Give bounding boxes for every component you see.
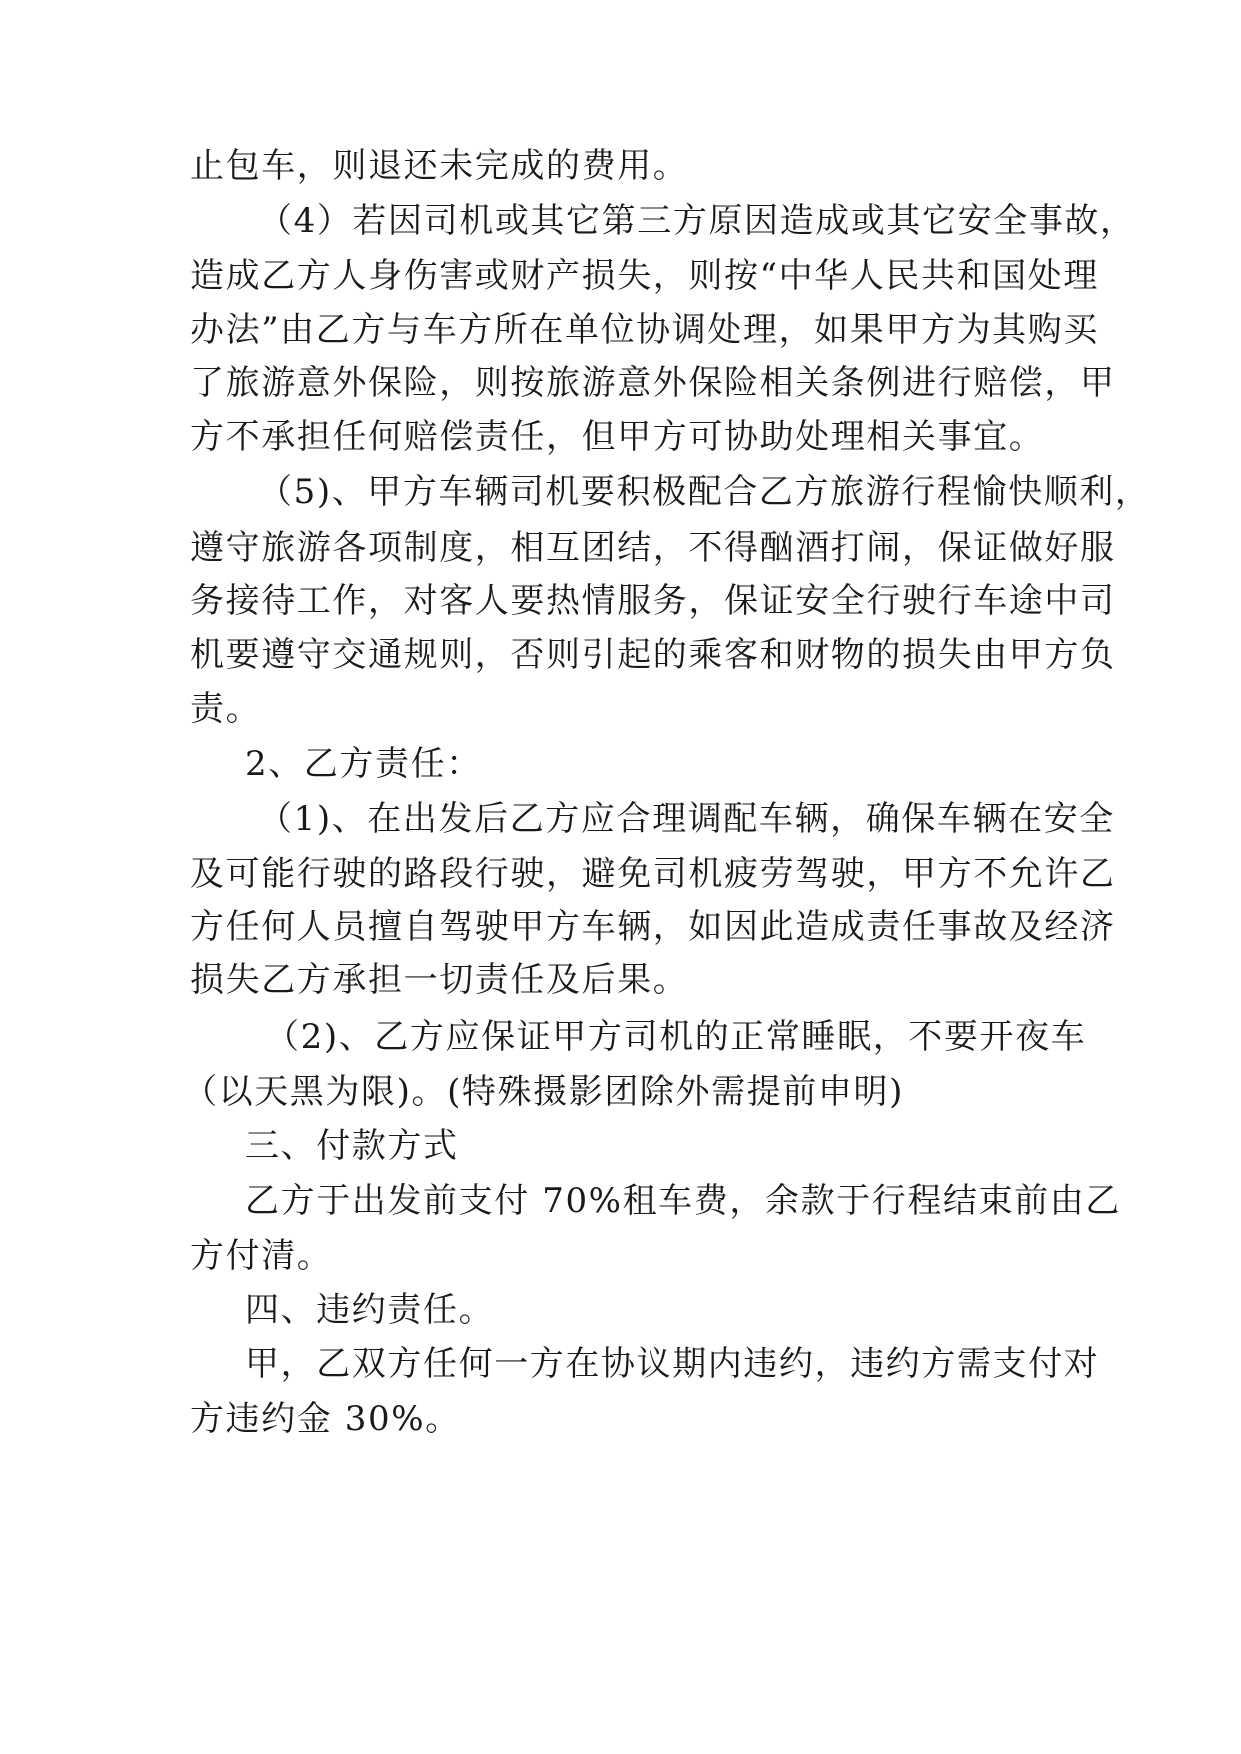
text-line-12: 2、乙方责任： bbox=[245, 744, 482, 784]
text-line-24: 方违约金 30%。 bbox=[190, 1399, 461, 1439]
text-line-2: （4）若因司机或其它第三方原因造成或其它安全事故， bbox=[258, 201, 1136, 241]
text-line-7: （5)、甲方车辆司机要积极配合乙方旅游行程愉快顺利， bbox=[258, 472, 1151, 512]
text-line-23: 甲，乙双方任何一方在协议期内违约，违约方需支付对 bbox=[245, 1344, 1100, 1384]
text-line-20: 乙方于出发前支付 70%租车费，余款于行程结束前由乙 bbox=[245, 1181, 1121, 1221]
text-line-19: 三、付款方式 bbox=[245, 1126, 459, 1166]
text-line-15: 方任何人员擅自驾驶甲方车辆，如因此造成责任事故及经济 bbox=[190, 907, 1116, 947]
text-line-18: （以天黑为限)。(特殊摄影团除外需提前申明) bbox=[183, 1072, 904, 1112]
text-line-3: 造成乙方人身伤害或财产损失，则按“中华人民共和国处理 bbox=[190, 256, 1099, 296]
text-line-16: 损失乙方承担一切责任及后果。 bbox=[190, 960, 689, 1000]
text-line-5: 了旅游意外保险，则按旅游意外保险相关条例进行赔偿，甲 bbox=[190, 363, 1116, 403]
text-line-22: 四、违约责任。 bbox=[245, 1290, 495, 1330]
text-line-11: 责。 bbox=[190, 689, 262, 729]
text-line-9: 务接待工作，对客人要热情服务，保证安全行驶行车途中司 bbox=[190, 581, 1116, 621]
text-line-8: 遵守旅游各项制度，相互团结，不得酗酒打闹，保证做好服 bbox=[190, 528, 1116, 568]
text-line-14: 及可能行驶的路段行驶，避免司机疲劳驾驶，甲方不允许乙 bbox=[190, 854, 1116, 894]
text-line-13: （1)、在出发后乙方应合理调配车辆，确保车辆在安全 bbox=[258, 799, 1115, 839]
text-line-10: 机要遵守交通规则，否则引起的乘客和财物的损失由甲方负 bbox=[190, 635, 1116, 675]
text-line-17: （2)、乙方应保证甲方司机的正常睡眠，不要开夜车 bbox=[265, 1017, 1087, 1057]
text-line-1: 止包车，则退还未完成的费用。 bbox=[190, 146, 689, 186]
text-line-4: 办法”由乙方与车方所在单位协调处理，如果甲方为其购买 bbox=[190, 310, 1099, 350]
text-line-21: 方付清。 bbox=[190, 1236, 333, 1276]
text-line-6: 方不承担任何赔偿责任，但甲方可协助处理相关事宜。 bbox=[190, 417, 1045, 457]
